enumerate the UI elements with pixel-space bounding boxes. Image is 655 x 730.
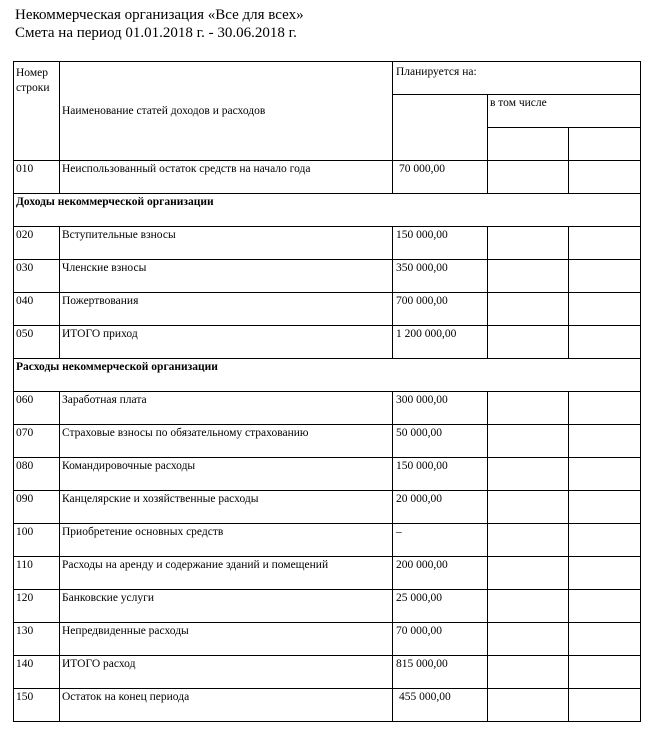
row-code: 090 [14,491,60,524]
table-row [14,227,641,260]
header-including-sub-2 [569,128,641,161]
row-including-1 [488,293,569,326]
estimate-period-title: Смета на период 01.01.2018 г. - 30.06.2018 г. [15,25,297,41]
row-code: 120 [14,590,60,623]
row-planned-value: 455 000,00 [393,689,488,722]
row-name: Приобретение основных средств [60,524,393,557]
row-including-1 [488,656,569,689]
row-including-1 [488,227,569,260]
row-including-1 [488,161,569,194]
row-name: Заработная плата [60,392,393,425]
row-code: 130 [14,623,60,656]
table-row [14,557,641,590]
row-code: 060 [14,392,60,425]
row-planned-value: 350 000,00 [393,260,488,293]
row-including-1 [488,524,569,557]
row-code: 140 [14,656,60,689]
row-including-1 [488,425,569,458]
row-planned-value: 700 000,00 [393,293,488,326]
row-name: Остаток на конец периода [60,689,393,722]
row-name: Страховые взносы по обязательному страхованию [60,425,393,458]
row-code: 040 [14,293,60,326]
row-planned-value: 1 200 000,00 [393,326,488,359]
row-code: 010 [14,161,60,194]
row-including-1 [488,491,569,524]
row-including-1 [488,458,569,491]
row-code: 030 [14,260,60,293]
row-including-2 [569,656,641,689]
row-planned-value: 70 000,00 [393,161,488,194]
table-row [14,590,641,623]
row-including-2 [569,557,641,590]
row-including-2 [569,491,641,524]
row-planned-value: 300 000,00 [393,392,488,425]
table-row [14,491,641,524]
table-row [14,161,641,194]
section-title: Расходы некоммерческой организации [14,359,641,392]
header-including-sub-1 [488,128,569,161]
row-name: Членские взносы [60,260,393,293]
row-code: 050 [14,326,60,359]
row-code: 100 [14,524,60,557]
row-including-2 [569,590,641,623]
row-including-1 [488,557,569,590]
row-including-2 [569,689,641,722]
row-including-2 [569,161,641,194]
header-item-name: Наименование статей доходов и расходов [60,62,393,161]
row-planned-value: 150 000,00 [393,227,488,260]
table-row [14,293,641,326]
row-name: Командировочные расходы [60,458,393,491]
row-code: 020 [14,227,60,260]
row-name: Банковские услуги [60,590,393,623]
section-header-row [14,359,641,392]
header-planned: Планируется на: [393,62,641,95]
row-planned-value: 20 000,00 [393,491,488,524]
row-including-2 [569,260,641,293]
table-row [14,623,641,656]
row-including-1 [488,689,569,722]
header-planned-total [393,95,488,161]
row-name: ИТОГО приход [60,326,393,359]
estimate-table [13,61,641,722]
row-including-2 [569,227,641,260]
table-row [14,260,641,293]
row-name: Пожертвования [60,293,393,326]
row-including-1 [488,590,569,623]
row-code: 150 [14,689,60,722]
row-including-1 [488,326,569,359]
row-planned-value: 150 000,00 [393,458,488,491]
organization-title: Некоммерческая организация «Все для всех» [15,7,304,23]
row-name: Расходы на аренду и содержание зданий и помещений [60,557,393,590]
row-including-1 [488,260,569,293]
section-header-row [14,194,641,227]
row-code: 110 [14,557,60,590]
table-row [14,392,641,425]
row-planned-value: 25 000,00 [393,590,488,623]
row-planned-value: 200 000,00 [393,557,488,590]
table-row [14,656,641,689]
row-name: ИТОГО расход [60,656,393,689]
table-row [14,689,641,722]
row-planned-value: – [393,524,488,557]
row-code: 070 [14,425,60,458]
row-including-2 [569,293,641,326]
table-row [14,458,641,491]
row-name: Неиспользованный остаток средств на начало года [60,161,393,194]
row-name: Вступительные взносы [60,227,393,260]
row-including-1 [488,623,569,656]
row-including-2 [569,524,641,557]
row-name: Непредвиденные расходы [60,623,393,656]
header-row-number: Номер строки [14,62,60,161]
row-including-2 [569,392,641,425]
row-planned-value: 70 000,00 [393,623,488,656]
header-including: в том числе [488,95,641,128]
row-including-2 [569,623,641,656]
row-planned-value: 815 000,00 [393,656,488,689]
row-planned-value: 50 000,00 [393,425,488,458]
row-including-2 [569,458,641,491]
row-name: Канцелярские и хозяйственные расходы [60,491,393,524]
table-row [14,524,641,557]
row-code: 080 [14,458,60,491]
row-including-1 [488,392,569,425]
table-row [14,425,641,458]
section-title: Доходы некоммерческой организации [14,194,641,227]
row-including-2 [569,326,641,359]
row-including-2 [569,425,641,458]
table-row [14,326,641,359]
